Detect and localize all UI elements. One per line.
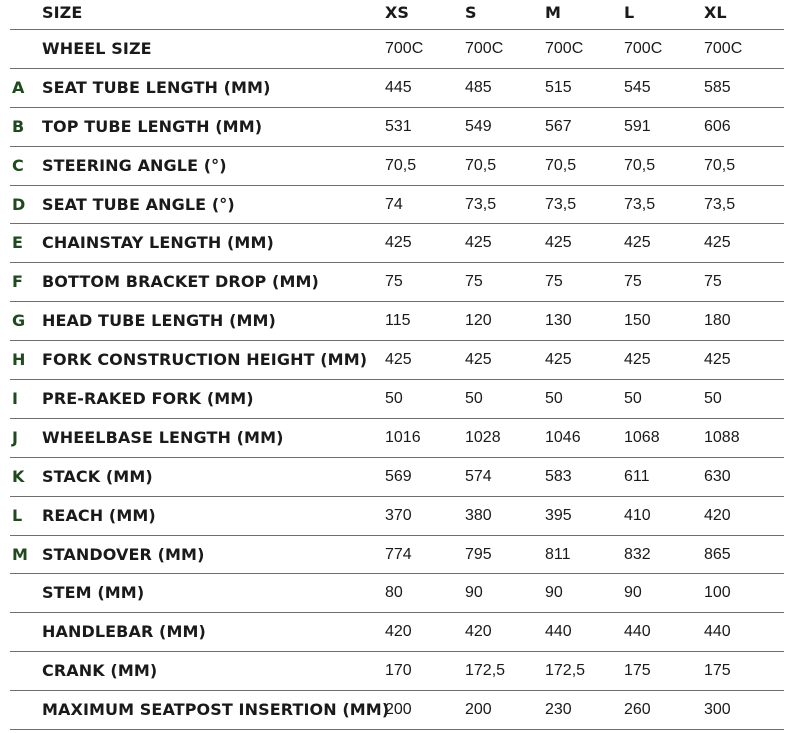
size-xl-header: XL [704, 3, 727, 22]
size-s-header: S [465, 3, 477, 22]
row-letter: L [12, 505, 23, 525]
row-value: 425 [545, 234, 572, 252]
row-value: 90 [465, 584, 483, 602]
row-value: 425 [704, 351, 731, 369]
row-value: 700C [704, 40, 743, 57]
row-letter: J [12, 427, 18, 447]
row-label: STEM (MM) [42, 583, 145, 603]
row-value: 425 [465, 234, 492, 252]
row-value: 425 [465, 351, 492, 369]
row-value: 380 [465, 506, 492, 524]
row-value: 130 [545, 312, 572, 330]
table-body [0, 30, 790, 730]
row-value: 70,5 [385, 156, 417, 174]
table-row [0, 69, 790, 108]
row-label: HANDLEBAR (MM) [42, 622, 206, 642]
row-value: 73,5 [624, 195, 656, 213]
row-value: 425 [624, 234, 651, 252]
row-value: 1046 [545, 428, 581, 446]
row-label: CRANK (MM) [42, 661, 158, 681]
row-value: 50 [465, 390, 483, 408]
row-letter: A [12, 77, 25, 97]
row-label: TOP TUBE LENGTH (MM) [42, 116, 263, 136]
row-label: STEERING ANGLE (°) [42, 155, 227, 175]
row-value: 611 [624, 467, 650, 485]
row-value: 175 [704, 662, 731, 680]
row-value: 70,5 [545, 156, 577, 174]
row-value: 180 [704, 312, 731, 330]
row-label: WHEEL SIZE [42, 39, 152, 58]
row-value: 420 [385, 623, 412, 641]
row-value: 90 [545, 584, 563, 602]
row-value: 75 [704, 273, 722, 291]
row-value: 549 [465, 117, 492, 135]
table-row [0, 574, 790, 613]
row-value: 700C [465, 40, 504, 57]
table-row [0, 419, 790, 458]
row-value: 485 [465, 78, 492, 96]
row-value: 440 [704, 623, 731, 641]
row-value: 425 [385, 351, 412, 369]
row-value: 80 [385, 584, 403, 602]
row-value: 832 [624, 545, 651, 563]
row-letter: M [12, 544, 28, 564]
row-value: 1088 [704, 428, 740, 446]
row-value: 700C [545, 40, 584, 57]
row-value: 175 [624, 662, 651, 680]
row-value: 75 [624, 273, 642, 291]
row-value: 50 [545, 390, 563, 408]
row-letter: B [12, 116, 25, 136]
table-row [0, 302, 790, 341]
row-label: SEAT TUBE LENGTH (MM) [42, 77, 271, 97]
table-row [0, 458, 790, 497]
row-value: 74 [385, 195, 403, 213]
row-value: 425 [545, 351, 572, 369]
row-letter: K [12, 466, 25, 486]
row-value: 172,5 [545, 662, 586, 680]
row-value: 574 [465, 467, 492, 485]
table-row [0, 341, 790, 380]
row-value: 370 [385, 506, 412, 524]
row-label: REACH (MM) [42, 505, 156, 525]
row-value: 200 [385, 701, 412, 719]
row-divider [10, 729, 784, 730]
row-value: 591 [624, 117, 651, 135]
row-value: 865 [704, 545, 731, 563]
row-letter: G [12, 311, 26, 331]
row-value: 120 [465, 312, 492, 330]
row-label: PRE-RAKED FORK (MM) [42, 389, 254, 409]
row-value: 1068 [624, 428, 660, 446]
table-row [0, 263, 790, 302]
row-value: 585 [704, 78, 731, 96]
row-letter: C [12, 155, 24, 175]
row-letter: E [12, 233, 23, 253]
row-value: 75 [545, 273, 563, 291]
row-value: 630 [704, 467, 731, 485]
row-value: 425 [624, 351, 651, 369]
row-value: 172,5 [465, 662, 506, 680]
row-letter: D [12, 194, 26, 214]
row-value: 774 [385, 545, 412, 563]
row-label: SEAT TUBE ANGLE (°) [42, 194, 235, 214]
row-value: 170 [385, 662, 412, 680]
row-value: 420 [465, 623, 492, 641]
row-label: CHAINSTAY LENGTH (MM) [42, 233, 274, 253]
row-label: HEAD TUBE LENGTH (MM) [42, 311, 276, 331]
row-value: 50 [624, 390, 642, 408]
row-value: 545 [624, 78, 651, 96]
row-value: 569 [385, 467, 412, 485]
table-row [0, 147, 790, 186]
row-value: 583 [545, 467, 572, 485]
row-value: 300 [704, 701, 731, 719]
row-label: FORK CONSTRUCTION HEIGHT (MM) [42, 350, 368, 370]
row-value: 70,5 [704, 156, 736, 174]
row-value: 567 [545, 117, 572, 135]
row-value: 260 [624, 701, 651, 719]
row-label: STANDOVER (MM) [42, 544, 205, 564]
row-value: 1016 [385, 428, 421, 446]
size-l-header: L [624, 3, 635, 22]
row-value: 100 [704, 584, 731, 602]
row-value: 440 [545, 623, 572, 641]
row-value: 115 [385, 312, 411, 330]
table-row [0, 691, 790, 730]
row-letter: F [12, 272, 23, 292]
row-value: 73,5 [545, 195, 577, 213]
table-row [0, 108, 790, 147]
table-row [0, 613, 790, 652]
size-header: SIZE [42, 3, 83, 22]
table-row [0, 30, 790, 69]
row-value: 150 [624, 312, 651, 330]
row-letter: H [12, 350, 26, 370]
size-xs-header: XS [385, 3, 409, 22]
header-row [0, 0, 790, 30]
row-value: 795 [465, 545, 492, 563]
row-value: 425 [385, 234, 412, 252]
row-label: MAXIMUM SEATPOST INSERTION (MM) [42, 700, 390, 720]
row-value: 811 [545, 545, 571, 563]
row-value: 700C [624, 40, 663, 57]
row-value: 75 [465, 273, 483, 291]
row-value: 445 [385, 78, 412, 96]
size-m-header: M [545, 3, 561, 22]
row-value: 1028 [465, 428, 501, 446]
row-value: 531 [385, 117, 412, 135]
row-value: 73,5 [704, 195, 736, 213]
table-row [0, 224, 790, 263]
row-value: 440 [624, 623, 651, 641]
row-value: 75 [385, 273, 403, 291]
row-value: 70,5 [624, 156, 656, 174]
row-value: 230 [545, 701, 572, 719]
table-row [0, 186, 790, 225]
row-value: 70,5 [465, 156, 497, 174]
row-value: 200 [465, 701, 492, 719]
row-value: 515 [545, 78, 572, 96]
table-row [0, 652, 790, 691]
row-value: 50 [385, 390, 403, 408]
row-value: 410 [624, 506, 651, 524]
row-value: 395 [545, 506, 572, 524]
row-label: WHEELBASE LENGTH (MM) [42, 427, 284, 447]
row-letter: I [12, 389, 18, 409]
row-value: 420 [704, 506, 731, 524]
row-value: 425 [704, 234, 731, 252]
row-value: 700C [385, 40, 424, 57]
table-row [0, 380, 790, 419]
row-value: 606 [704, 117, 731, 135]
row-label: BOTTOM BRACKET DROP (MM) [42, 272, 319, 292]
table-row [0, 497, 790, 536]
row-value: 73,5 [465, 195, 497, 213]
row-value: 90 [624, 584, 642, 602]
row-label: STACK (MM) [42, 466, 153, 486]
row-value: 50 [704, 390, 722, 408]
table-row [0, 536, 790, 575]
